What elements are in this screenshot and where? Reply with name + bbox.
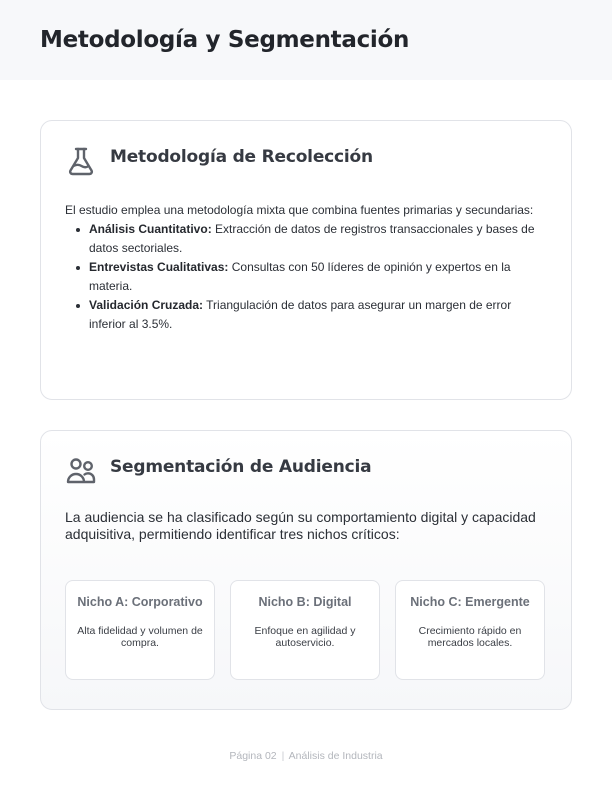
- page-number: Página 02: [229, 750, 277, 762]
- list-item-label: Entrevistas Cualitativas:: [89, 260, 229, 274]
- footer-section: Análisis de Industria: [288, 750, 383, 762]
- niche-card-b: [230, 580, 380, 680]
- niche-card-c: [395, 580, 545, 680]
- segmentation-card: [40, 430, 572, 710]
- niche-card-a: [65, 580, 215, 680]
- niche-title: Nicho A: Corporativo: [77, 595, 203, 609]
- page-footer: [0, 750, 612, 762]
- users-icon: [65, 455, 97, 487]
- segmentation-title: Segmentación de Audiencia: [110, 457, 372, 477]
- methodology-intro: El estudio emplea una metodología mixta que combina fuentes primarias y secundarias:: [65, 203, 534, 217]
- methodology-list: [65, 220, 549, 334]
- list-item-label: Análisis Cuantitativo:: [89, 222, 212, 236]
- list-item-text: Triangulación de datos para asegurar un margen de error inferior al 3.5%.: [89, 298, 512, 331]
- list-item-text: Consultas con 50 líderes de opinión y expertos en la materia.: [89, 260, 511, 293]
- niche-grid: [65, 580, 545, 680]
- list-item-text: Extracción de datos de registros transaccionales y bases de datos sectoriales.: [89, 222, 535, 255]
- list-item: [65, 296, 549, 334]
- list-item: [65, 258, 549, 296]
- page-header: [0, 0, 612, 80]
- niche-description: Alta fidelidad y volumen de compra.: [77, 625, 203, 649]
- niche-title: Nicho B: Digital: [258, 595, 352, 609]
- methodology-card: [40, 120, 572, 400]
- niche-title: Nicho C: Emergente: [410, 595, 530, 609]
- list-item-label: Validación Cruzada:: [89, 298, 204, 312]
- methodology-body: [65, 201, 549, 334]
- footer-separator: |: [281, 750, 285, 762]
- page-title: Metodología y Segmentación: [40, 27, 410, 53]
- methodology-title: Metodología de Recolección: [110, 147, 373, 167]
- segmentation-intro: La audiencia se ha clasificado según su comportamiento digital y capacidad adquisitiva, permitiendo identificar tres nichos críticos:: [65, 509, 536, 542]
- flask-icon: [65, 145, 97, 177]
- list-item: [65, 220, 549, 258]
- niche-description: Enfoque en agilidad y autoservicio.: [254, 625, 356, 649]
- niche-description: Crecimiento rápido en mercados locales.: [418, 625, 522, 649]
